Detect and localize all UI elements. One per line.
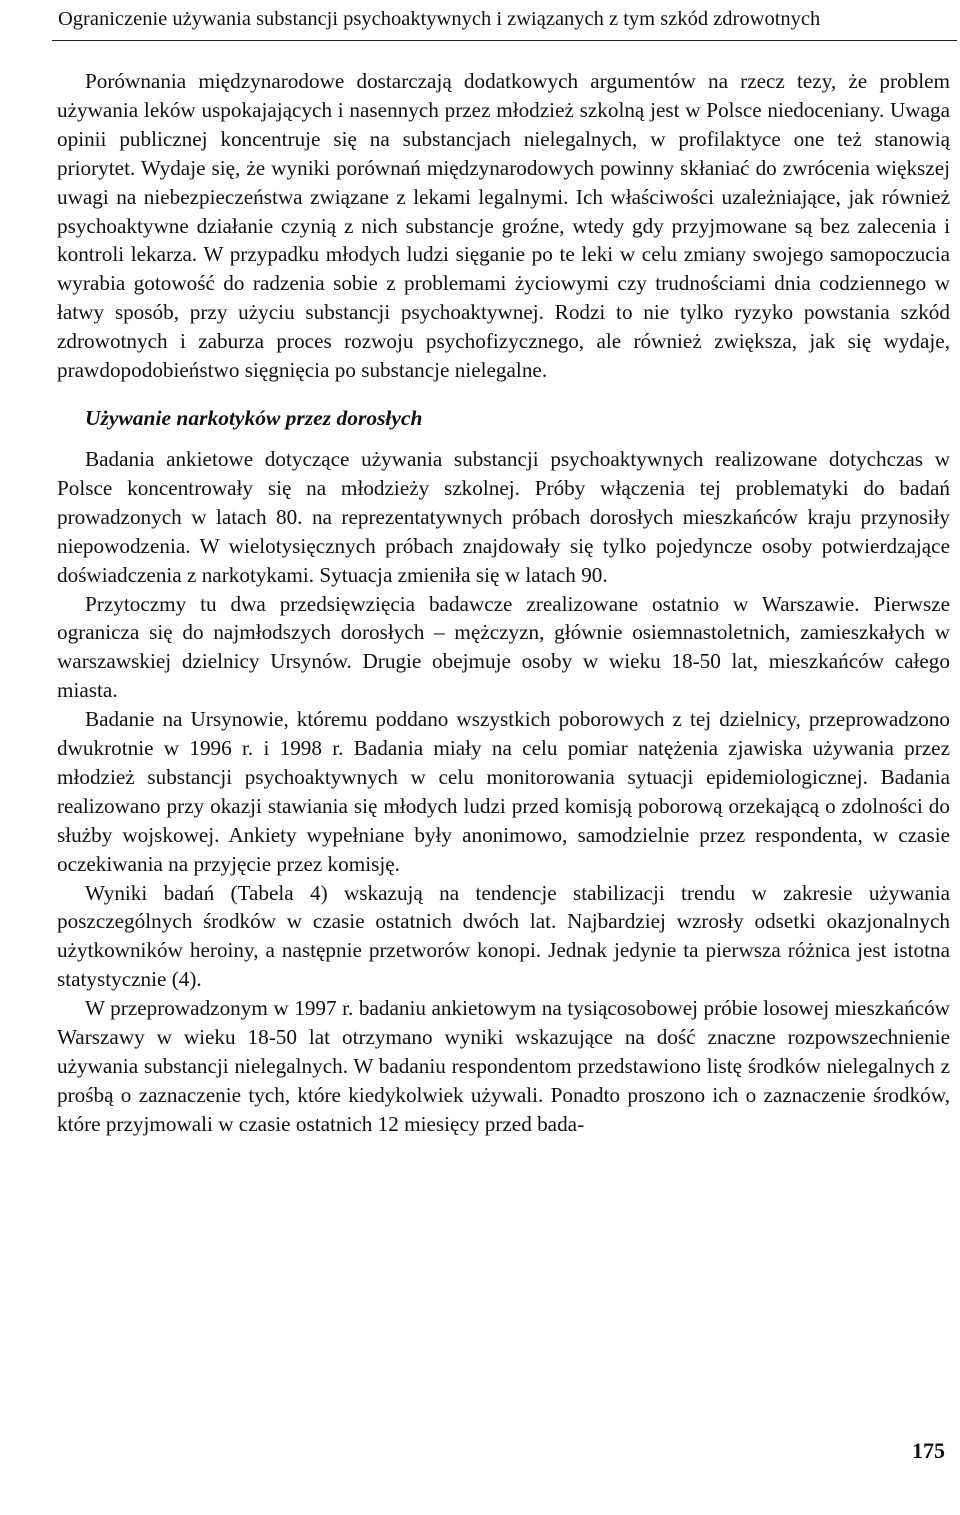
paragraph: Badania ankietowe dotyczące używania substancji psychoaktywnych realizowane dotychczas w Polsce koncentrowały się na młodzieży szkolnej. Próby włączenia tej problematyki do badań prowadzonych w latach 80. na reprezentatywnych próbach dorosłych mieszkańców kraju przynosiły niepowodzenia. W wielotysięcznych próbach znajdowały się tylko pojedyncze osoby potwierdzające doświadczenia z narkotykami. Sytuacja zmieniła się w latach 90. (57, 446, 950, 587)
paragraph: Wyniki badań (Tabela 4) wskazują na tendencje stabilizacji trendu w zakresie używania poszczególnych środków w czasie ostatnich dwóch lat. Najbardziej wzrosły odsetki okazjonalnych użytkowników heroiny, a następnie przetworów konopi. Jednak jedynie ta pierwsza różnica jest istotna statystycznie (4). (57, 880, 950, 992)
body-text (57, 67, 950, 1139)
paragraph: Przytoczmy tu dwa przedsięwzięcia badawcze zrealizowane ostatnio w Warszawie. Pierwsze ogranicza się do najmłodszych dorosłych – mężczyzn, głównie osiemnastoletnich, zamieszkałych w warszawskiej dzielnicy Ursynów. Drugie obejmuje osoby w wieku 18-50 lat, mieszkańców całego miasta. (57, 591, 950, 703)
running-header: Ograniczenie używania substancji psychoaktywnych i związanych z tym szkód zdrowotnych (58, 8, 821, 30)
header-divider (52, 40, 957, 41)
paragraph: W przeprowadzonym w 1997 r. badaniu ankietowym na tysiącosobowej próbie losowej mieszkańców Warszawy w wieku 18-50 lat otrzymano wyniki wskazujące na dość znaczne rozpowszechnienie używania substancji nielegalnych. W badaniu respondentom przedstawiono listę środków nielegalnych z prośbą o zaznaczenie tych, które kiedykolwiek używali. Ponadto proszono ich o zaznaczenie środków, które przyjmowali w czasie ostatnich 12 miesięcy przed bada- (57, 996, 950, 1136)
paragraph: Porównania międzynarodowe dostarczają dodatkowych argumentów na rzecz tezy, że problem używania leków uspokajających i nasennych przez młodzież szkolną jest w Polsce niedoceniany. Uwaga opinii publicznej koncentruje się na substancjach nielegalnych, w profilaktyce one też stanowią priorytet. Wydaje się, że wyniki porównań międzynarodowych powinny skłaniać do zwrócenia większej uwagi na niebezpieczeństwa związane z lekami legalnymi. Ich właściwości uzależniające, jak również psychoaktywne działanie czynią z nich substancje groźne, wtedy gdy przyjmowane są bez zalecenia i kontroli lekarza. W przypadku młodych ludzi sięganie po te leki w celu zmiany swojego samopoczucia wyrabia gotowość do radzenia sobie z problemami życiowymi czy trudnościami dnia codziennego w łatwy sposób, przy użyciu substancji psychoaktywnej. Rodzi to nie tylko ryzyko powstania szkód zdrowotnych i zaburza proces rozwoju psychofizycznego, ale również zwiększa, jak się wydaje, prawdopodobieństwo sięgnięcia po substancje nielegalne. (57, 69, 950, 383)
section-heading: Używanie narkotyków przez dorosłych (85, 405, 423, 430)
paragraph: Badanie na Ursynowie, któremu poddano wszystkich poborowych z tej dzielnicy, przeprowadzono dwukrotnie w 1996 r. i 1998 r. Badania miały na celu pomiar natężenia zjawiska używania przez młodzież substancji psychoaktywnych w celu monitorowania sytuacji epidemiologicznej. Badania realizowano przy okazji stawiania się młodych ludzi przed komisją poborową orzekającą o zdolności do służby wojskowej. Ankiety wypełniane były anonimowo, samodzielnie przez respondenta, w czasie oczekiwania na przyjęcie przez komisję. (57, 707, 950, 876)
page-number: 175 (912, 1438, 945, 1463)
